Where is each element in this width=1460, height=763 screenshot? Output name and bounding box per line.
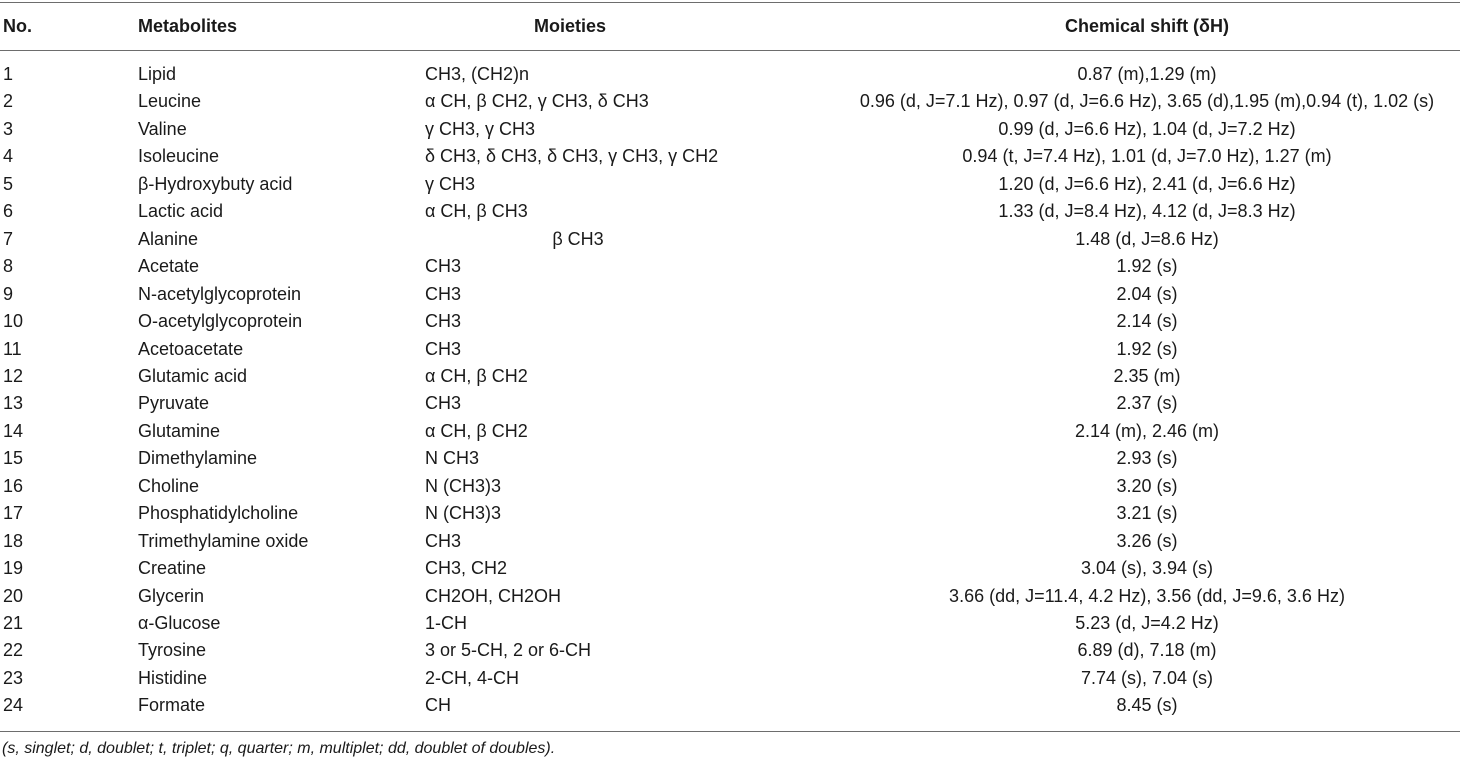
cell-moieties: CH3, (CH2)n (425, 64, 530, 84)
cell-moieties: α CH, β CH2, γ CH3, δ CH3 (425, 91, 649, 112)
table-row (0, 390, 1460, 418)
table-row (0, 336, 1460, 364)
cell-moieties: N (CH3)3 (425, 475, 502, 496)
cell-moieties: CH (425, 695, 451, 716)
cell-moieties: CH3 (425, 256, 462, 277)
table-row (0, 198, 1460, 226)
cell-chemical-shift: 3.21 (s) (1116, 503, 1178, 524)
cell-metabolite: Lipid (138, 64, 177, 84)
cell-chemical-shift: 8.45 (s) (1116, 695, 1178, 716)
cell-metabolite: Valine (138, 118, 187, 139)
cell-metabolite: Phosphatidylcholine (138, 503, 299, 524)
table-row (0, 88, 1460, 116)
table-row (0, 637, 1460, 665)
cell-no: 13 (3, 393, 24, 414)
cell-no: 21 (3, 613, 24, 633)
table-row (0, 253, 1460, 281)
cell-metabolite: N-acetylglycoprotein (138, 283, 302, 304)
cell-metabolite: Glycerin (138, 585, 205, 606)
cell-no: 12 (3, 365, 24, 386)
cell-moieties: CH3 (425, 338, 462, 359)
cell-metabolite: Histidine (138, 667, 208, 688)
cell-metabolite: Dimethylamine (138, 448, 258, 469)
cell-chemical-shift: 1.20 (d, J=6.6 Hz), 2.41 (d, J=6.6 Hz) (998, 173, 1296, 194)
cell-no: 2 (3, 91, 14, 112)
header-moieties: Moieties (533, 16, 607, 36)
cell-metabolite: Acetate (138, 256, 200, 277)
cell-chemical-shift: 0.96 (d, J=7.1 Hz), 0.97 (d, J=6.6 Hz), 3.65 (d),1.95 (m),0.94 (t), 1.02 (s) (859, 91, 1435, 112)
cell-no: 11 (3, 338, 22, 359)
table-row (0, 610, 1460, 638)
cell-chemical-shift: 0.87 (m),1.29 (m) (1077, 64, 1217, 84)
cell-chemical-shift: 3.04 (s), 3.94 (s) (1080, 558, 1214, 579)
table-row (0, 583, 1460, 611)
table-row (0, 692, 1460, 720)
table-row (0, 418, 1460, 446)
cell-chemical-shift: 0.94 (t, J=7.4 Hz), 1.01 (d, J=7.0 Hz), 1.27 (m) (962, 146, 1332, 167)
cell-chemical-shift: 3.66 (dd, J=11.4, 4.2 Hz), 3.56 (dd, J=9.6, 3.6 Hz) (949, 585, 1345, 606)
cell-no: 4 (3, 146, 14, 167)
cell-moieties: δ CH3, δ CH3, δ CH3, γ CH3, γ CH2 (425, 146, 719, 167)
cell-no: 7 (3, 228, 14, 249)
cell-metabolite: Tyrosine (138, 640, 207, 661)
cell-no: 6 (3, 201, 14, 222)
cell-moieties: CH3 (425, 283, 462, 304)
cell-metabolite: Creatine (138, 558, 207, 579)
table-row (0, 500, 1460, 528)
cell-chemical-shift: 0.99 (d, J=6.6 Hz), 1.04 (d, J=7.2 Hz) (998, 118, 1296, 139)
table-row (0, 61, 1460, 89)
cell-moieties: γ CH3 (425, 173, 476, 194)
cell-moieties: CH3 (425, 393, 462, 414)
cell-metabolite: Glutamic acid (138, 365, 248, 386)
cell-chemical-shift: 1.92 (s) (1116, 338, 1178, 359)
cell-moieties: CH3, CH2 (425, 558, 508, 579)
cell-metabolite: Pyruvate (138, 393, 210, 414)
cell-no: 23 (3, 667, 24, 688)
cell-chemical-shift: 2.35 (m) (1113, 365, 1181, 386)
table-row (0, 226, 1460, 254)
cell-no: 14 (3, 420, 24, 441)
cell-no: 18 (3, 530, 24, 551)
table-row (0, 281, 1460, 309)
cell-moieties: γ CH3, γ CH3 (425, 118, 536, 139)
table-row (0, 363, 1460, 391)
cell-chemical-shift: 5.23 (d, J=4.2 Hz) (1075, 613, 1219, 633)
cell-no: 16 (3, 475, 24, 496)
cell-moieties: β CH3 (552, 228, 604, 249)
cell-chemical-shift: 3.26 (s) (1116, 530, 1178, 551)
table-top-rule (0, 2, 1460, 3)
table-row (0, 445, 1460, 473)
table-row (0, 665, 1460, 693)
cell-metabolite: Choline (138, 475, 200, 496)
header-chemical-shift: Chemical shift (δH) (1065, 16, 1229, 36)
cell-metabolite: α-Glucose (138, 613, 221, 633)
cell-metabolite: Formate (138, 695, 206, 716)
table-row (0, 308, 1460, 336)
cell-no: 9 (3, 283, 14, 304)
cell-chemical-shift: 2.14 (m), 2.46 (m) (1074, 420, 1220, 441)
cell-chemical-shift: 1.33 (d, J=8.4 Hz), 4.12 (d, J=8.3 Hz) (998, 201, 1296, 222)
cell-metabolite: O-acetylglycoprotein (138, 311, 303, 332)
cell-no: 8 (3, 256, 14, 277)
cell-chemical-shift: 2.37 (s) (1116, 393, 1178, 414)
cell-no: 24 (3, 695, 24, 716)
cell-chemical-shift: 1.92 (s) (1116, 256, 1178, 277)
table-row (0, 473, 1460, 501)
cell-no: 15 (3, 448, 24, 469)
cell-chemical-shift: 7.74 (s), 7.04 (s) (1080, 667, 1214, 688)
cell-metabolite: Trimethylamine oxide (138, 530, 309, 551)
header-rule (0, 50, 1460, 51)
cell-metabolite: Glutamine (138, 420, 221, 441)
table-row (0, 528, 1460, 556)
cell-moieties: 2-CH, 4-CH (425, 667, 520, 688)
cell-metabolite: Isoleucine (138, 146, 220, 167)
cell-metabolite: Leucine (138, 91, 202, 112)
table-row (0, 171, 1460, 199)
cell-moieties: 1-CH (425, 613, 468, 633)
cell-moieties: α CH, β CH3 (425, 201, 528, 222)
cell-no: 5 (3, 173, 14, 194)
cell-moieties: 3 or 5-CH, 2 or 6-CH (425, 640, 592, 661)
header-no: No. (3, 16, 32, 36)
cell-no: 3 (3, 118, 14, 139)
table-footnote: (s, singlet; d, doublet; t, triplet; q, quarter; m, multiplet; dd, doublet of doubles). (2, 740, 556, 757)
table-bottom-rule (0, 731, 1460, 732)
cell-moieties: CH3 (425, 311, 462, 332)
cell-chemical-shift: 2.93 (s) (1116, 448, 1178, 469)
cell-chemical-shift: 2.04 (s) (1116, 283, 1178, 304)
cell-moieties: N CH3 (425, 448, 480, 469)
cell-no: 22 (3, 640, 24, 661)
cell-moieties: CH2OH, CH2OH (425, 585, 562, 606)
cell-moieties: CH3 (425, 530, 462, 551)
table-row (0, 555, 1460, 583)
cell-moieties: α CH, β CH2 (425, 420, 528, 441)
cell-metabolite: Acetoacetate (138, 338, 244, 359)
cell-no: 1 (3, 64, 14, 84)
cell-no: 20 (3, 585, 24, 606)
cell-metabolite: β-Hydroxybuty acid (138, 173, 293, 194)
cell-no: 19 (3, 558, 24, 579)
header-metabolites: Metabolites (138, 16, 238, 36)
table-row (0, 143, 1460, 171)
table-row (0, 116, 1460, 144)
cell-no: 17 (3, 503, 24, 524)
cell-moieties: α CH, β CH2 (425, 365, 528, 386)
cell-chemical-shift: 1.48 (d, J=8.6 Hz) (1075, 228, 1219, 249)
cell-metabolite: Lactic acid (138, 201, 224, 222)
cell-moieties: N (CH3)3 (425, 503, 502, 524)
cell-chemical-shift: 2.14 (s) (1116, 311, 1178, 332)
cell-no: 10 (3, 311, 24, 332)
cell-chemical-shift: 6.89 (d), 7.18 (m) (1077, 640, 1217, 661)
cell-metabolite: Alanine (138, 228, 199, 249)
cell-chemical-shift: 3.20 (s) (1116, 475, 1178, 496)
